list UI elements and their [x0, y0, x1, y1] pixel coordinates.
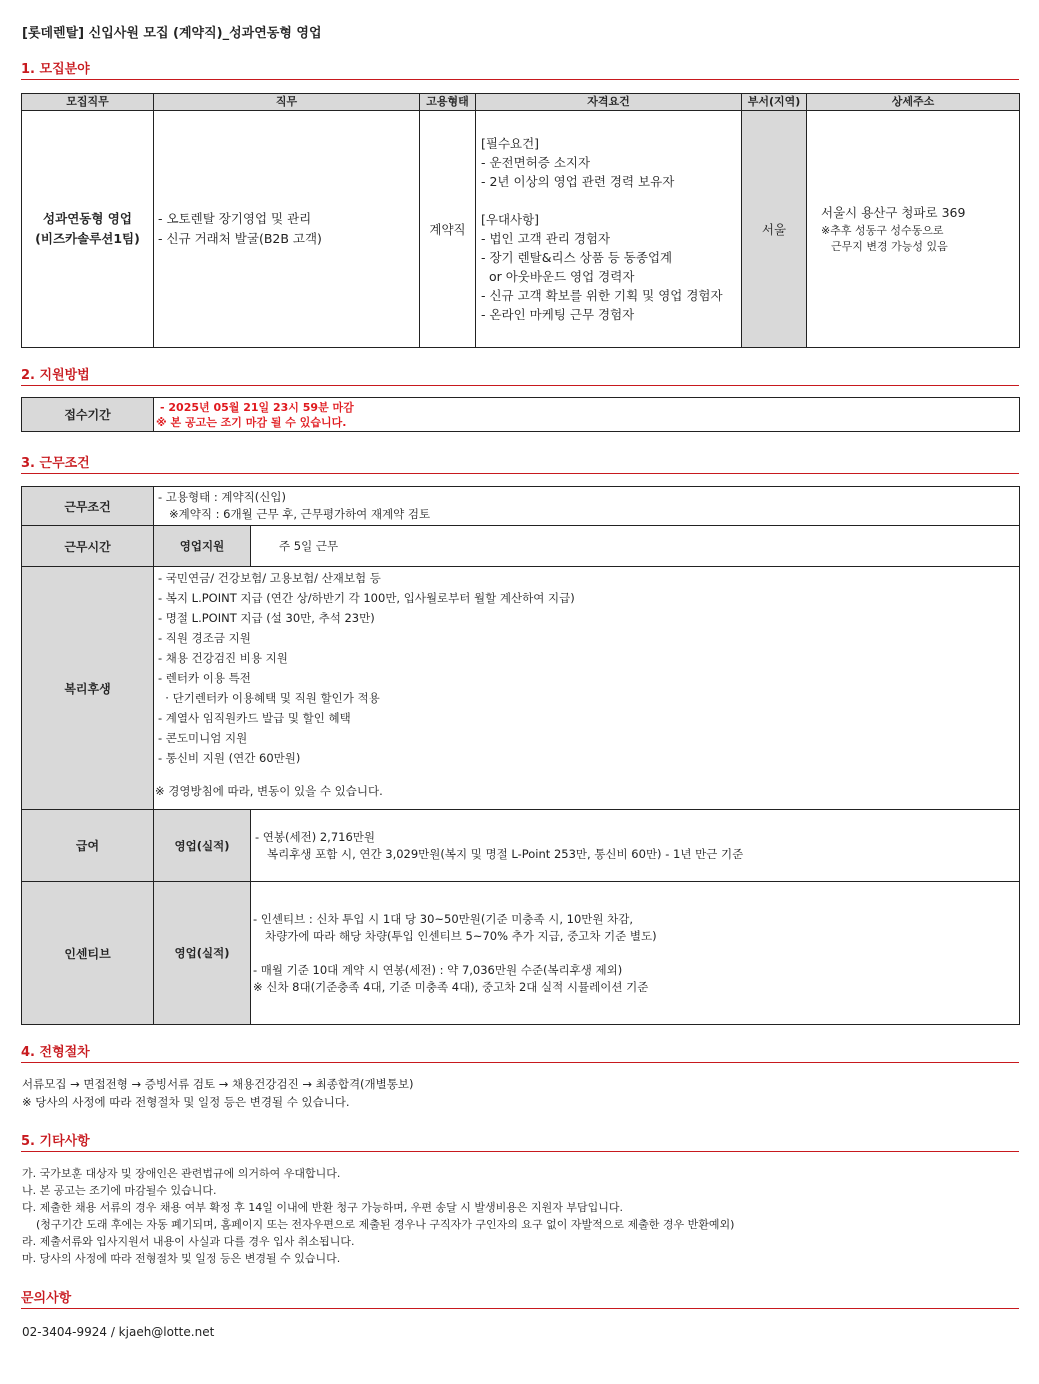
welfare-item: - 계열사 임직원카드 발급 및 할인 혜택 [158, 711, 351, 725]
qualification-line: [필수요건] [481, 136, 540, 151]
section-heading-apply: 2. 지원방법 [21, 364, 1019, 386]
duties-cell [154, 111, 420, 348]
incentive-line: - 인센티브 : 신차 투입 시 1대 당 30~50만원(기준 미충족 시, 10만원 차감, [253, 911, 634, 926]
incentive-sub: 영업(실적) [154, 882, 251, 1025]
work-hours-row [22, 526, 1020, 567]
apply-early-close-note: ※ 본 공고는 조기 마감 될 수 있습니다. [156, 415, 347, 429]
address-note: ※추후 성동구 성수동으로 [821, 224, 944, 237]
contact-info: 02-3404-9924 / kjaeh@lotte.net [22, 1325, 215, 1339]
work-hours-value: 주 5일 근무 [251, 526, 1020, 567]
welfare-row [22, 567, 1020, 810]
qualification-line: - 법인 고객 관리 경험자 [481, 231, 611, 246]
incentive-cell [251, 882, 1020, 1025]
etc-list [22, 1165, 734, 1267]
incentive-line: - 매월 기준 10대 계약 시 연봉(세전) : 약 7,036만원 수준(복리후생 제외) [253, 962, 623, 977]
job-team: (비즈카솔루션1팀) [35, 231, 140, 246]
incentive-line: 차량가에 따라 해당 차량(투입 인센티브 5~70% 추가 지급, 중고차 기준 별도) [265, 928, 657, 943]
apply-table [21, 397, 1020, 432]
recruit-table-header-row [22, 94, 1020, 111]
page-title: [롯데렌탈] 신입사원 모집 (계약직)_성과연동형 영업 [22, 26, 322, 41]
section-heading-work: 3. 근무조건 [21, 452, 1019, 474]
qualification-line: or 아웃바운드 영업 경력자 [481, 269, 635, 284]
duty-item: - 오토렌탈 장기영업 및 관리 [158, 211, 312, 226]
header-cell: 모집직무 [22, 94, 154, 111]
address-note: 근무지 변경 가능성 있음 [831, 240, 948, 253]
welfare-item: - 채용 건강검진 비용 지원 [158, 651, 288, 665]
qualification-line: [우대사항] [481, 212, 540, 227]
etc-item: 마. 당사의 사정에 따라 전형절차 및 일정 등은 변경될 수 있습니다. [22, 1252, 341, 1265]
work-cond-cell [154, 487, 1020, 526]
job-name-cell [22, 111, 154, 348]
qualification-line: - 운전면허증 소지자 [481, 155, 591, 170]
work-cond-line: ※계약직 : 6개월 근무 후, 근무평가하여 재계약 검토 [169, 507, 431, 521]
incentive-line: ※ 신차 8대(기준충족 4대, 기준 미충족 4대), 중고차 2대 실적 시뮬레이션 기준 [253, 979, 649, 994]
process-note: ※ 당사의 사정에 따라 전형절차 및 일정 등은 변경될 수 있습니다. [22, 1095, 350, 1109]
address-cell [807, 111, 1020, 348]
etc-item: 나. 본 공고는 조기에 마감될수 있습니다. [22, 1184, 217, 1197]
qualification-line: - 온라인 마케팅 근무 경험자 [481, 307, 635, 322]
apply-deadline: - 2025년 05월 21일 23시 59분 마감 [160, 400, 354, 414]
qualification-line: - 장기 렌탈&리스 상품 등 동종업계 [481, 250, 673, 265]
section-heading-etc: 5. 기타사항 [21, 1130, 1019, 1152]
header-cell: 고용형태 [420, 94, 476, 111]
welfare-item: - 직원 경조금 지원 [158, 631, 251, 645]
welfare-item: - 콘도미니엄 지원 [158, 731, 248, 745]
work-cond-label: 근무조건 [22, 487, 154, 526]
header-cell: 자격요건 [476, 94, 742, 111]
work-cond-line: - 고용형태 : 계약직(신입) [158, 490, 286, 504]
qualification-line: - 신규 고객 확보를 위한 기획 및 영업 경험자 [481, 288, 723, 303]
apply-period-label: 접수기간 [22, 398, 154, 432]
header-cell: 상세주소 [807, 94, 1020, 111]
apply-period-cell [154, 398, 1020, 432]
welfare-item: - 렌터카 이용 특전 [158, 671, 251, 685]
salary-label: 급여 [22, 810, 154, 882]
section-heading-contact: 문의사항 [21, 1287, 1019, 1309]
section-heading-process: 4. 전형절차 [21, 1041, 1019, 1063]
etc-item: 라. 제출서류와 입사지원서 내용이 사실과 다를 경우 입사 취소됩니다. [22, 1235, 355, 1248]
etc-item: 가. 국가보훈 대상자 및 장애인은 관련법규에 의거하여 우대합니다. [22, 1167, 341, 1180]
work-hours-sub: 영업지원 [154, 526, 251, 567]
job-name: 성과연동형 영업 [43, 211, 132, 226]
dept-cell: 서울 [742, 111, 807, 348]
address: 서울시 용산구 청파로 369 [821, 205, 966, 220]
recruit-table [21, 93, 1020, 348]
welfare-cell [154, 567, 1020, 810]
work-hours-label: 근무시간 [22, 526, 154, 567]
welfare-item: - 국민연금/ 건강보험/ 고용보험/ 산재보험 등 [158, 571, 381, 585]
etc-item: 다. 제출한 채용 서류의 경우 채용 여부 확정 후 14일 이내에 반환 청구 가능하며, 우편 송달 시 발생비용은 지원자 부담입니다. [22, 1201, 623, 1214]
header-cell: 부서(지역) [742, 94, 807, 111]
salary-cell [251, 810, 1020, 882]
welfare-label: 복리후생 [22, 567, 154, 810]
salary-line: - 연봉(세전) 2,716만원 [255, 829, 376, 844]
qualifications-cell [476, 111, 742, 348]
welfare-item: · 단기렌터카 이용혜택 및 직원 할인가 적용 [158, 691, 380, 705]
welfare-item: - 명절 L.POINT 지급 (설 30만, 추석 23만) [158, 611, 375, 625]
salary-sub: 영업(실적) [154, 810, 251, 882]
employment-cell: 계약직 [420, 111, 476, 348]
salary-line: 복리후생 포함 시, 연간 3,029만원(복지 및 명절 L-Point 253만, 통신비 60만) - 1년 만근 기준 [267, 846, 744, 861]
welfare-item: - 복지 L.POINT 지급 (연간 상/하반기 각 100만, 입사월로부터 월할 계산하여 지급) [158, 591, 575, 605]
work-table [21, 486, 1020, 1025]
duty-item: - 신규 거래처 발굴(B2B 고객) [158, 231, 322, 246]
welfare-note: ※ 경영방침에 따라, 변동이 있을 수 있습니다. [155, 784, 383, 798]
salary-row [22, 810, 1020, 882]
incentive-line [253, 945, 1019, 962]
process-steps: 서류모집 → 면접전형 → 증빙서류 검토 → 채용건강검진 → 최종합격(개별통보) [22, 1077, 414, 1091]
qualification-line [481, 191, 741, 210]
incentive-row [22, 882, 1020, 1025]
header-cell: 직무 [154, 94, 420, 111]
work-cond-row [22, 487, 1020, 526]
qualification-line: - 2년 이상의 영업 관련 경력 보유자 [481, 174, 675, 189]
section-heading-recruit: 1. 모집분야 [21, 58, 1019, 80]
recruit-table-row [22, 111, 1020, 348]
welfare-item: - 통신비 지원 (연간 60만원) [158, 751, 301, 765]
apply-row [22, 398, 1020, 432]
etc-item: (청구기간 도래 후에는 자동 폐기되며, 홈페이지 또는 전자우편으로 제출된 경우나 구직자가 구인자의 요구 없이 자발적으로 제출한 경우 반환예외) [22, 1218, 735, 1231]
incentive-label: 인센티브 [22, 882, 154, 1025]
